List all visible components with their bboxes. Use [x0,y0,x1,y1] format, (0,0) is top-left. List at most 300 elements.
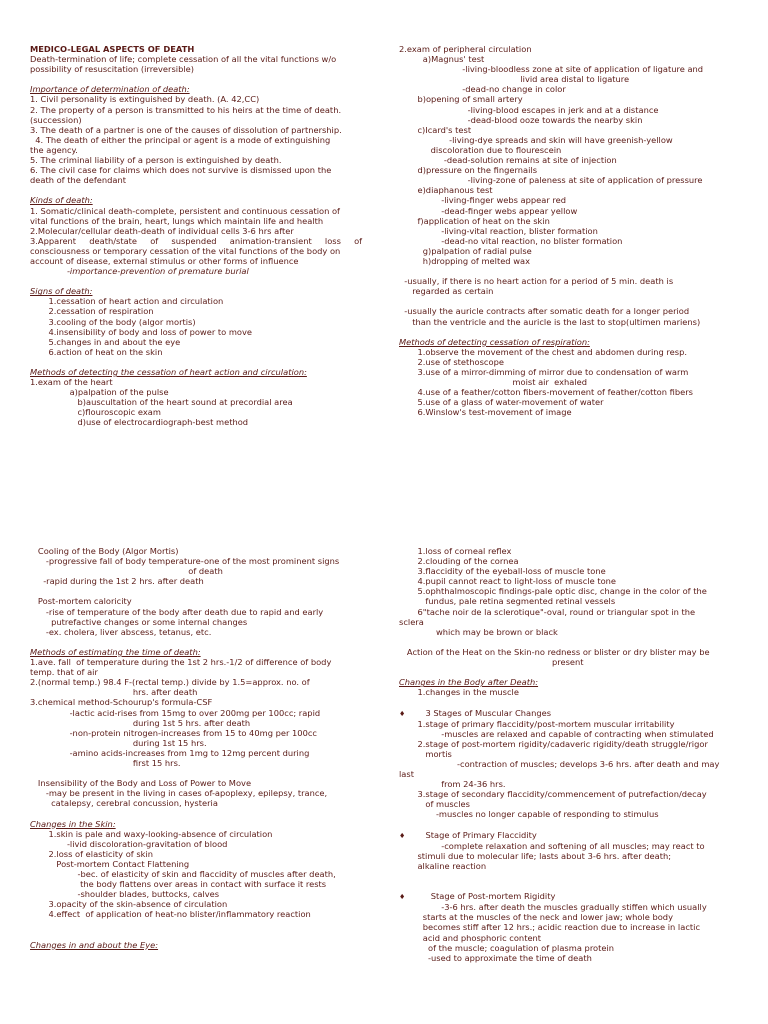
line-text: fundus, pale retina segmented retinal vessels [399,596,616,607]
text-line [30,125,372,135]
text-line [30,105,372,115]
text-line [399,708,741,719]
text-line [30,728,372,738]
text-line [30,859,372,869]
line-text: during 1st 5 hrs. after death [30,717,251,728]
text-line [399,155,741,165]
text-line [399,943,741,953]
line-text: consciousness or temporary cessation of the vital functions of the body on [30,245,341,256]
bottom-left-column [30,546,372,950]
text-line [30,788,372,798]
text-line [399,246,741,256]
line-text: hrs. after death [30,687,198,698]
text-line [30,115,372,125]
line-text: 1.skin is pale and waxy-looking-absence of circulation [30,828,273,839]
line-text: 4.effect of application of heat-no blister/inflammatory reaction [30,909,311,920]
text-line [30,596,372,606]
text-line [30,407,372,417]
text-line [30,940,372,950]
text-line [399,922,741,932]
text-line [399,891,741,902]
line-text: -shoulder blades, buttocks, calves [30,889,220,900]
text-line [30,667,372,677]
text-line [399,851,741,861]
line-text: present [399,657,584,668]
line-text: of the muscle; coagulation of plasma protein [399,942,615,953]
line-text: -amino acids-increases from 1mg to 12mg percent during [30,747,310,758]
text-line [30,337,372,347]
text-line [30,417,372,427]
text-line [399,256,741,266]
line-text: g)palpation of radial pulse [399,245,532,256]
text-line [399,165,741,175]
text-line [30,556,372,566]
text-line [399,861,741,871]
text-line [30,768,372,778]
text-line [399,820,741,830]
line-text: possibility of resuscitation (irreversible) [30,64,194,75]
text-line [30,246,372,256]
line-text: 5.ophthalmoscopic findings-pale optic disc, change in the color of the [399,586,707,597]
text-line [30,236,372,246]
line-text: -dead-blood ooze towards the nearby skin [399,114,643,125]
line-text: 1. Civil personality is extinguished by death. (A. 42,CC) [30,94,260,105]
text-line [399,596,741,606]
text-line [399,637,741,647]
line-text: becomes stiff after 12 hrs.; acidic reaction due to increase in lactic [399,922,701,933]
text-line [30,576,372,586]
text-line [30,798,372,808]
line-text: -importance-prevention of premature burial [30,266,249,277]
text-line [30,909,372,919]
line-text: 4.pupil cannot react to light-loss of muscle tone [399,576,617,587]
text-line [30,256,372,266]
line-text: 2. The property of a person is transmitted to his heirs at the time of death. [30,104,342,115]
text-line [30,718,372,728]
line-text: Stage of Post-mortem Rigidity [407,891,556,902]
line-text: of muscles [399,799,470,810]
line-text: 2.Molecular/cellular death-death of individual cells 3-6 hrs after [30,225,294,236]
line-text: of death [30,566,223,577]
line-text: -non-protein nitrogen-increases from 15 to 40mg per 100cc [30,727,317,738]
text-line [399,276,741,286]
text-line [30,327,372,337]
text-line [399,789,741,799]
text-line [30,397,372,407]
line-text: 2.cessation of respiration [30,306,154,317]
text-line [399,546,741,556]
text-line [30,839,372,849]
bullet-icon: ♦ [399,831,406,840]
text-line [30,697,372,707]
text-line [30,607,372,617]
text-line [399,367,741,377]
text-line [399,397,741,407]
line-text: during 1st 15 hrs. [30,737,207,748]
text-line [399,357,741,367]
line-text: the agency. [30,144,78,155]
line-text: 1. Somatic/clinical death-complete, persistent and continuous cessation of [30,205,340,216]
line-text: 1.loss of corneal reflex [399,546,512,556]
line-text: Stage of Primary Flaccidity [407,829,537,840]
line-text: 2.stage of post-mortem rigidity/cadaveric rigidity/death struggle/rigor [399,738,708,749]
text-line [399,769,741,779]
line-text: -dead-no vital reaction, no blister formation [399,235,623,246]
line-text: MEDICO-LEGAL ASPECTS OF DEATH [30,44,195,54]
line-text: Changes in and about the Eye: [30,939,159,950]
line-text: 2.clouding of the cornea [399,556,519,567]
text-line [30,748,372,758]
line-text: -living-blood escapes in jerk and at a distance [399,104,659,115]
text-line [399,387,741,397]
text-line [399,841,741,851]
text-line [399,216,741,226]
text-line [399,94,741,104]
line-text: -muscles no longer capable of responding to stimulus [399,809,659,820]
line-text: 3. The death of a partner is one of the causes of dissolution of partnership. [30,124,342,135]
bullet-icon: ♦ [399,709,406,718]
line-text: -muscles are relaxed and capable of contracting when stimulated [399,728,714,739]
text-line [399,44,741,54]
line-text: 1.observe the movement of the chest and abdomen during resp. [399,346,687,357]
text-line [399,779,741,789]
text-line [399,912,741,922]
text-line [30,879,372,889]
text-line [399,902,741,912]
line-text: Cooling of the Body (Algor Mortis) [30,546,179,556]
line-text: 5.use of a glass of water-movement of water [399,397,604,408]
bottom-right-column [399,546,741,963]
line-text: -rise of temperature of the body after death due to rapid and early [30,606,324,617]
text-line [399,677,741,687]
line-text: 2.use of stethoscope [399,356,504,367]
line-text: -bec. of elasticity of skin and flaccidity of muscles after death, [30,869,336,879]
line-text: -3-6 hrs. after death the muscles gradually stiffen which usually [399,902,707,913]
text-line [30,617,372,627]
line-text: 1.stage of primary flaccidity/post-mortem muscular irritability [399,718,675,729]
line-text: -usually, if there is no heart action for a period of 5 min. death is [399,276,674,287]
line-text: -lactic acid-rises from 15mg to over 200mg per 100cc; rapid [30,707,321,718]
line-text: Methods of detecting cessation of respiration: [399,336,590,347]
text-line [399,195,741,205]
line-text: first 15 hrs. [30,757,181,768]
line-text: account of disease, external stimulus or other forms of influence [30,255,299,266]
text-line [30,64,372,74]
text-line [30,367,372,377]
text-line [30,677,372,687]
line-text: 3 Stages of Muscular Changes [407,707,552,718]
line-text: -usually the auricle contracts after somatic death for a longer period [399,306,690,317]
line-text: Insensibility of the Body and Loss of Power to Move [30,778,252,789]
line-text: -dead-finger webs appear yellow [399,205,578,216]
text-line [30,899,372,909]
text-line [399,830,741,841]
line-text: Post-mortem caloricity [30,596,132,607]
text-line [399,105,741,115]
text-line [30,74,372,84]
text-line [30,546,372,556]
text-line [30,185,372,195]
line-text: 6"tache noir de la sclerotique"-oval, round or triangular spot in the [399,606,696,617]
text-line [30,296,372,306]
text-line [30,347,372,357]
line-text: f)application of heat on the skin [399,215,550,226]
line-text: -livid discoloration-gravitation of blood [30,838,228,849]
line-text: Changes in the Body after Death: [399,677,539,688]
text-line [30,738,372,748]
text-line [30,206,372,216]
line-text: discoloration due to flourescein [399,144,562,155]
text-line [30,687,372,697]
text-line [30,657,372,667]
line-text: b)auscultation of the heart sound at precordial area [30,397,293,408]
text-line [399,729,741,739]
line-text: 3.cooling of the body (algor mortis) [30,316,196,327]
text-line [399,617,741,627]
text-line [30,94,372,104]
text-line [399,556,741,566]
line-text: from 24-36 hrs. [399,779,506,790]
line-text: temp. that of air [30,667,98,678]
line-text: e)diaphanous test [399,185,493,196]
line-text: 6.Winslow's test-movement of image [399,407,572,418]
text-line [399,627,741,637]
text-line [399,206,741,216]
text-line [30,266,372,276]
line-text: -living-zone of paleness at site of application of pressure [399,175,703,186]
line-text: 4. The death of either the principal or agent is a mode of extinguishing [30,134,331,145]
text-line [30,377,372,387]
text-line [30,387,372,397]
top-left-column [30,44,372,428]
text-line [399,115,741,125]
line-text: sclera [399,616,424,627]
text-line [399,657,741,667]
text-line [399,125,741,135]
text-line [399,175,741,185]
text-line [30,566,372,576]
text-line [30,586,372,596]
line-text: 3.use of a mirror-dimming of mirror due to condensation of warm [399,367,689,377]
text-line [399,576,741,586]
text-line [399,317,741,327]
line-text: stimuli due to molecular life; lasts about 3-6 hrs. after death; [399,850,672,861]
line-text: 3.flaccidity of the eyeball-loss of muscle tone [399,566,606,577]
text-line [399,135,741,145]
text-line [399,667,741,677]
line-text: 1.changes in the muscle [399,687,519,698]
text-line [30,808,372,818]
line-text: 1.exam of the heart [30,377,113,388]
line-text: -dead-solution remains at site of injection [399,155,617,166]
line-text: 2.exam of peripheral circulation [399,44,532,54]
line-text: 1.ave. fall of temperature during the 1st 2 hrs.-1/2 of difference of body [30,657,332,668]
text-line [30,889,372,899]
line-text: vital functions of the brain, heart, lungs which maintain life and health [30,215,324,226]
line-text: Kinds of death: [30,195,93,206]
line-text: h)dropping of melted wax [399,255,530,266]
text-line [399,933,741,943]
text-line [399,871,741,881]
line-text: 6.action of heat on the skin [30,346,163,357]
line-text: 3.chemical method-Schourup's formula-CSF [30,697,213,708]
line-text: acid and phosphoric content [399,932,542,943]
line-text: -contraction of muscles; develops 3-6 hrs. after death and may [399,758,720,769]
line-text: catalepsy, cerebral concussion, hysteria [30,798,218,809]
text-line [30,195,372,205]
text-line [399,266,741,276]
line-text: 4.use of a feather/cotton fibers-movement of feather/cotton fibers [399,387,693,398]
line-text: the body flattens over areas in contact with surface it rests [30,879,327,890]
text-line [30,155,372,165]
text-line [399,697,741,707]
text-line [399,647,741,657]
text-line [399,296,741,306]
line-text: -may be present in the living in cases of-apoplexy, epilepsy, trance, [30,788,328,799]
line-text: 6. The civil case for claims which does not survive is dismissed upon the [30,165,332,176]
line-text: -dead-no change in color [399,84,566,95]
top-right-column [399,44,741,417]
line-text: -used to approximate the time of death [399,952,592,963]
text-line [30,286,372,296]
line-text: d)pressure on the fingernails [399,165,538,176]
line-text: 2.(normal temp.) 98.4 F-(rectal temp.) divide by 1.5=approx. no. of [30,677,310,688]
line-text: Methods of estimating the time of death: [30,646,201,657]
line-text: regarded as certain [399,286,494,297]
bullet-icon: ♦ [399,893,406,902]
line-text: Death-termination of life; complete cessation of all the vital functions w/o [30,54,337,65]
text-line [30,637,372,647]
text-line [399,337,741,347]
line-text: c)flouroscopic exam [30,407,161,418]
line-text: putrefactive changes or some internal changes [30,616,248,627]
text-line [399,749,741,759]
line-text: Post-mortem Contact Flattening [30,858,190,869]
text-line [399,54,741,64]
line-text: livid area distal to ligature [399,74,630,85]
line-text: -ex. cholera, liver abscess, tetanus, etc. [30,626,212,637]
text-line [399,566,741,576]
text-line [399,236,741,246]
text-line [30,849,372,859]
text-line [399,377,741,387]
text-line [30,919,372,929]
text-line [30,84,372,94]
line-text: -living-vital reaction, blister formation [399,225,598,236]
line-text: Importance of determination of death: [30,84,190,95]
text-line [30,216,372,226]
text-line [399,586,741,596]
text-line [399,327,741,337]
line-text: 4.insensibility of body and loss of power to move [30,326,253,337]
text-line [399,286,741,296]
text-line [399,74,741,84]
line-text: a)Magnus' test [399,54,485,65]
text-line [399,607,741,617]
text-line [399,799,741,809]
text-line [30,819,372,829]
text-line [30,175,372,185]
text-line [399,64,741,74]
bottom-page-half [0,512,768,1024]
line-text: mortis [399,748,452,759]
text-line [399,759,741,769]
text-line [30,869,372,879]
text-line [30,135,372,145]
line-text: (succession) [30,114,82,125]
text-line [30,317,372,327]
text-line [399,185,741,195]
text-line [30,165,372,175]
line-text: 2.loss of elasticity of skin [30,848,154,859]
line-text: -complete relaxation and softening of all muscles; may react to [399,840,705,851]
text-line [399,739,741,749]
line-text: last [399,769,414,780]
line-text: 5. The criminal liability of a person is extinguished by death. [30,155,282,166]
text-line [399,719,741,729]
line-text: alkaline reaction [399,860,487,871]
line-text: -progressive fall of body temperature-one of the most prominent signs [30,556,340,567]
text-line [30,758,372,768]
line-text: 3.Apparent death/state of suspended animation-transient loss of [30,235,363,246]
line-text: Changes in the Skin: [30,818,116,829]
text-line [399,881,741,891]
line-text: Methods of detecting the cessation of heart action and circulation: [30,367,307,377]
text-line [399,145,741,155]
text-line [30,44,372,54]
text-line [30,145,372,155]
text-line [30,226,372,236]
text-line [30,627,372,637]
line-text: c)Icard's test [399,124,472,135]
line-text: -living-bloodless zone at site of application of ligature and [399,64,704,75]
text-line [399,84,741,94]
line-text: -rapid during the 1st 2 hrs. after death [30,576,204,587]
text-line [30,930,372,940]
text-line [30,357,372,367]
line-text: 1.cessation of heart action and circulation [30,296,224,307]
text-line [399,407,741,417]
text-line [30,54,372,64]
text-line [399,226,741,236]
text-line [30,647,372,657]
line-text: Action of the Heat on the Skin-no redness or blister or dry blister may be [399,646,710,657]
line-text: -living-finger webs appear red [399,195,567,206]
text-line [399,687,741,697]
line-text: moist air exhaled [399,377,588,388]
text-line [399,809,741,819]
line-text: a)palpation of the pulse [30,387,169,398]
text-line [30,306,372,316]
text-line [30,778,372,788]
line-text: 3.stage of secondary flaccidity/commencement of putrefaction/decay [399,789,707,800]
line-text: 3.opacity of the skin-absence of circulation [30,899,228,910]
line-text: -living-dye spreads and skin will have greenish-yellow [399,134,673,145]
line-text: than the ventricle and the auricle is the last to stop(ultimen mariens) [399,316,701,327]
text-line [30,829,372,839]
line-text: 5.changes in and about the eye [30,336,181,347]
line-text: b)opening of small artery [399,94,523,105]
text-line [30,708,372,718]
line-text: which may be brown or black [399,626,558,637]
line-text: starts at the muscles of the neck and lower jaw; whole body [399,912,673,923]
text-line [399,347,741,357]
line-text: d)use of electrocardiograph-best method [30,417,249,428]
text-line [399,306,741,316]
text-line [399,953,741,963]
text-line [30,276,372,286]
line-text: death of the defendant [30,175,127,186]
